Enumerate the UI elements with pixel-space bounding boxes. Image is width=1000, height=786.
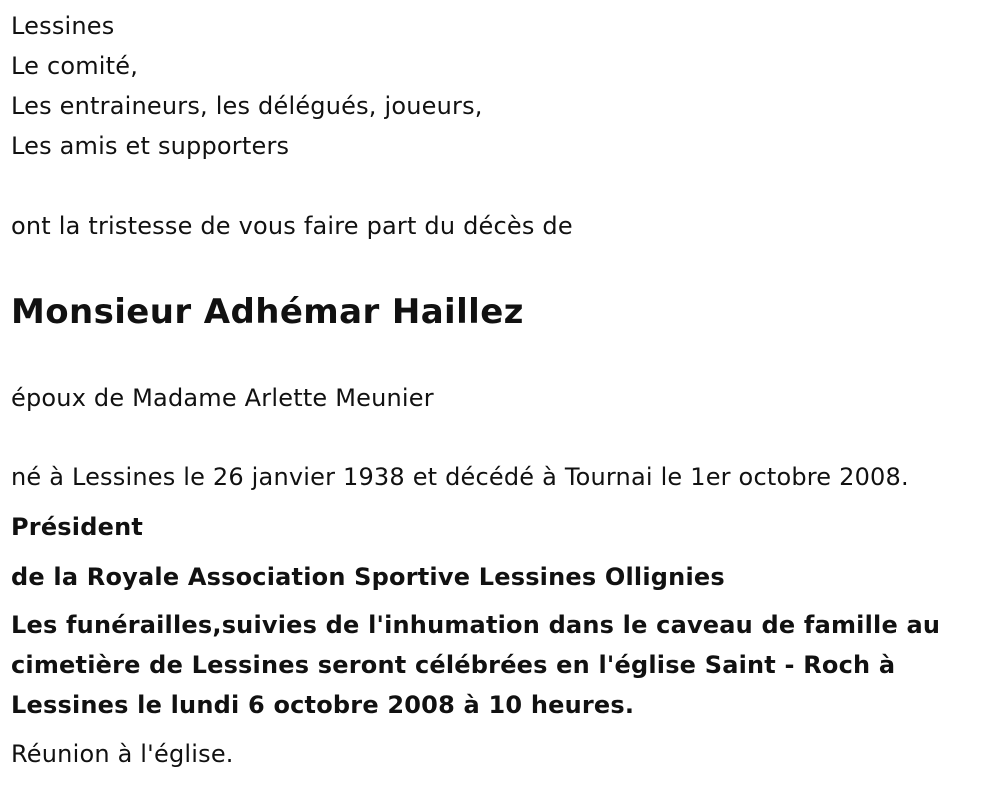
death-notice	[11, 0, 991, 774]
meeting-line: Réunion à l'église.	[11, 740, 234, 768]
sender-line-staff: Les entraineurs, les délégués, joueurs,	[11, 92, 483, 120]
role-title: Président	[11, 513, 144, 541]
sender-line-town: Lessines	[11, 12, 115, 40]
organization-line: de la Royale Association Sportive Lessines Ollignies	[11, 563, 725, 591]
sender-line-supporters: Les amis et supporters	[11, 132, 290, 160]
notice-senders	[11, 6, 991, 166]
birth-death-line: né à Lessines le 26 janvier 1938 et décédé à Tournai le 1er octobre 2008.	[11, 463, 909, 491]
funeral-line-1: Les funérailles,suivies de l'inhumation dans le caveau de famille au	[11, 611, 941, 639]
funeral-details	[11, 605, 986, 725]
funeral-line-3: Lessines le lundi 6 octobre 2008 à 10 heures.	[11, 691, 635, 719]
announcement-intro: ont la tristesse de vous faire part du décès de	[11, 212, 573, 240]
sender-line-committee: Le comité,	[11, 52, 139, 80]
funeral-line-2: cimetière de Lessines seront célébrées en l'église Saint - Roch à	[11, 651, 896, 679]
spouse-line: époux de Madame Arlette Meunier	[11, 384, 434, 412]
deceased-name: Monsieur Adhémar Haillez	[11, 292, 524, 332]
